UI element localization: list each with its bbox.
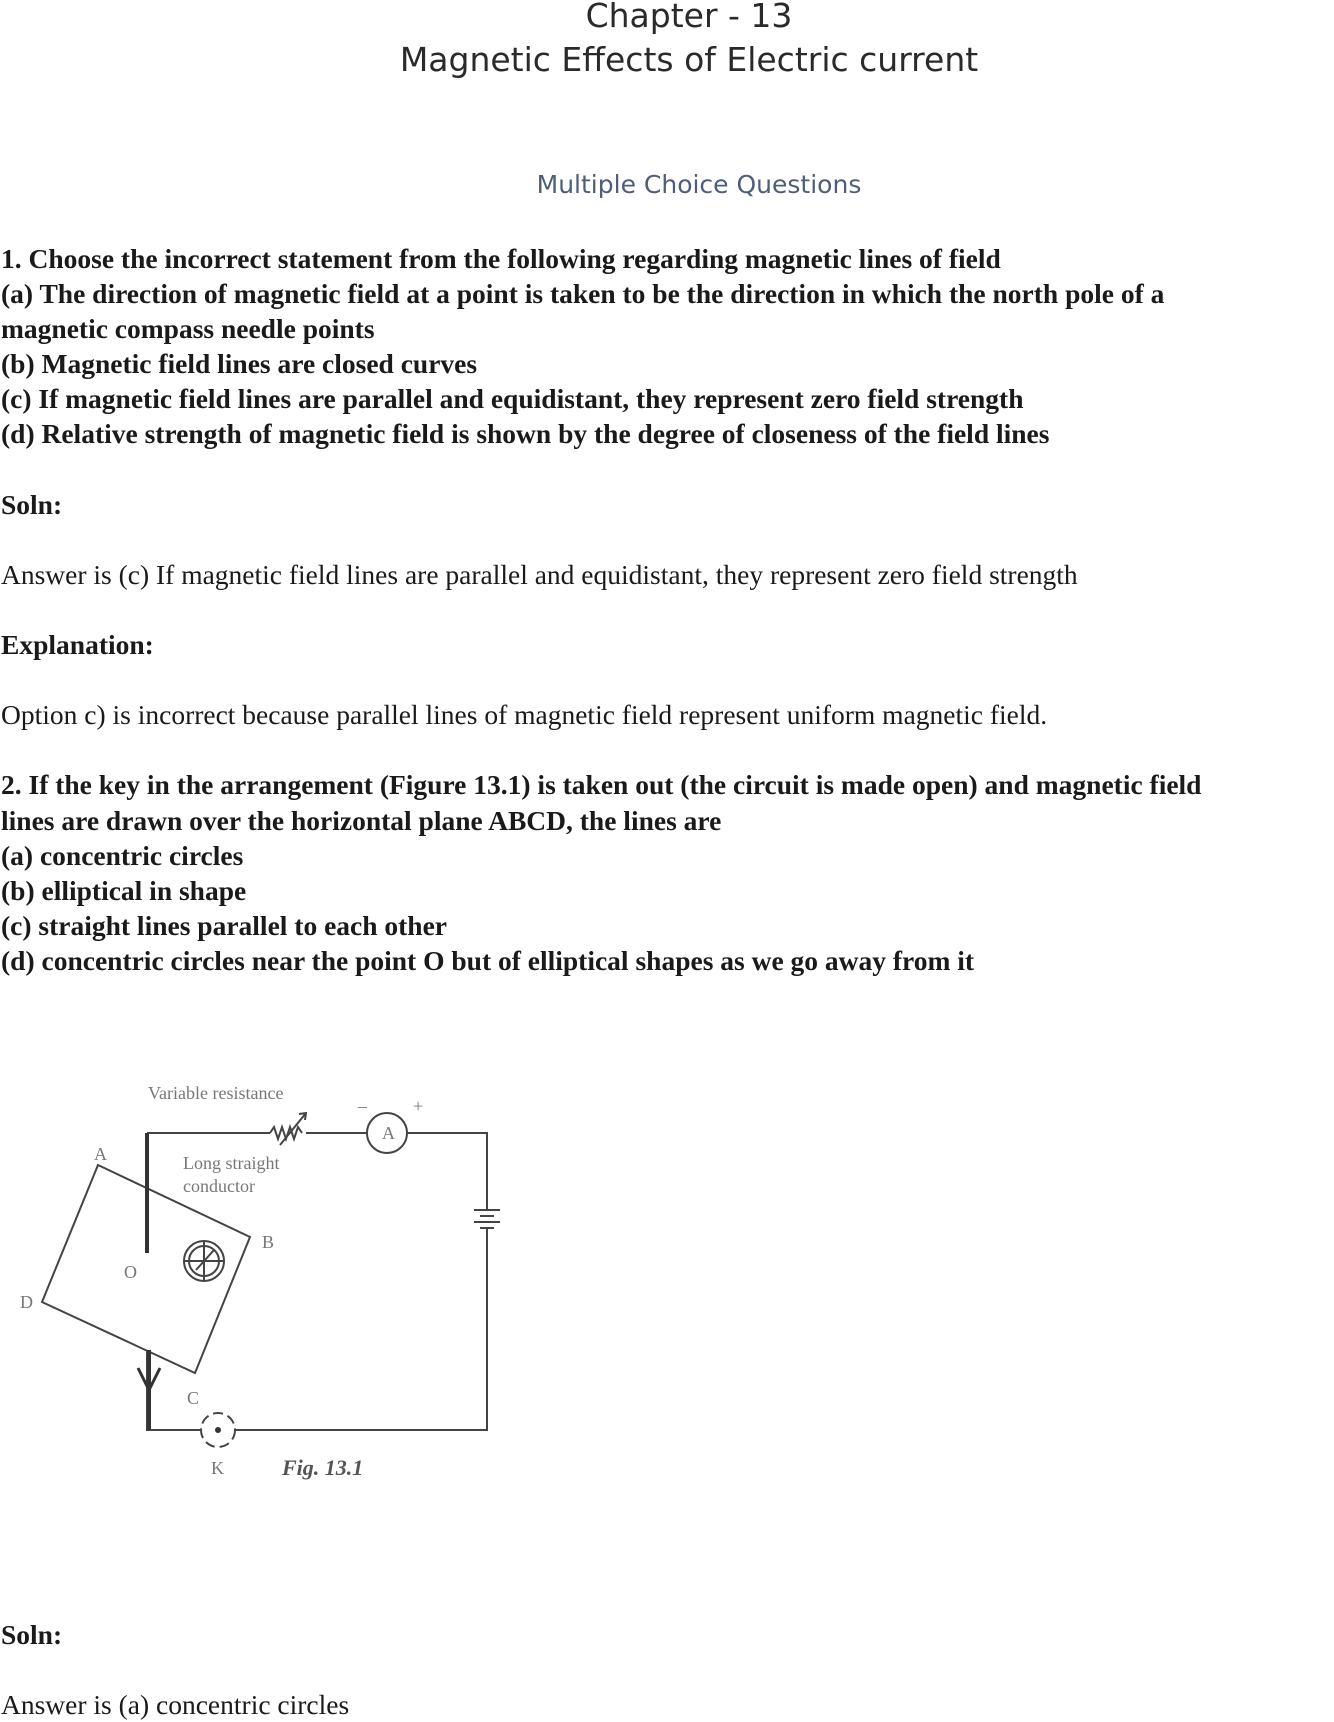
q2-option-d: (d) concentric circles near the point O but of elliptical shapes as we go away from it — [1, 945, 975, 976]
q1-option-d: (d) Relative strength of magnetic field is shown by the degree of closeness of the field lines — [1, 418, 1050, 449]
label-c: C — [187, 1388, 200, 1408]
label-conductor-2: conductor — [183, 1176, 255, 1196]
q2-option-a: (a) concentric circles — [1, 840, 244, 871]
section-heading: Multiple Choice Questions — [536, 170, 862, 199]
label-k: K — [211, 1458, 224, 1478]
q2-question-line2: lines are drawn over the horizontal plane ABCD, the lines are — [1, 805, 722, 836]
q1-answer: Answer is (c) If magnetic field lines are parallel and equidistant, they represent zero field strength — [1, 559, 1078, 590]
figure-caption: Fig. 13.1 — [282, 1455, 364, 1480]
q1-question: 1. Choose the incorrect statement from the following regarding magnetic lines of field — [1, 243, 1001, 274]
q2-question-line1: 2. If the key in the arrangement (Figure 13.1) is taken out (the circuit is made open) and magnetic field — [1, 769, 1202, 800]
label-conductor-1: Long straight — [183, 1153, 280, 1173]
label-a: A — [94, 1144, 107, 1164]
label-o: O — [124, 1262, 137, 1282]
q1-explanation-label: Explanation: — [1, 629, 154, 660]
chapter-number: Chapter - 13 — [585, 0, 793, 35]
label-ammeter: A — [382, 1123, 395, 1143]
q2-option-c: (c) straight lines parallel to each other — [1, 910, 448, 941]
label-minus: – — [358, 1096, 367, 1116]
q1-option-b: (b) Magnetic field lines are closed curves — [1, 348, 478, 379]
label-d: D — [20, 1292, 33, 1312]
chapter-title: Magnetic Effects of Electric current — [399, 40, 979, 79]
resistor-icon — [270, 1113, 306, 1145]
q2-option-b: (b) elliptical in shape — [1, 875, 247, 906]
q1-soln-label: Soln: — [1, 489, 63, 520]
battery-icon — [474, 1210, 500, 1228]
q1-explanation: Option c) is incorrect because parallel lines of magnetic field represent uniform magnetic field. — [1, 699, 1048, 730]
q2-answer: Answer is (a) concentric circles — [1, 1689, 350, 1720]
label-b: B — [262, 1232, 275, 1252]
label-plus: + — [413, 1096, 424, 1116]
q2-soln-label: Soln: — [1, 1619, 63, 1650]
q1-option-c: (c) If magnetic field lines are parallel and equidistant, they represent zero field strength — [1, 383, 1024, 414]
label-variable-resistance: Variable resistance — [148, 1083, 284, 1103]
figure-13-1-circuit — [0, 0, 600, 1721]
q1-option-a-cont: magnetic compass needle points — [1, 313, 375, 344]
q1-option-a: (a) The direction of magnetic field at a point is taken to be the direction in which the north pole of a — [1, 278, 1165, 309]
